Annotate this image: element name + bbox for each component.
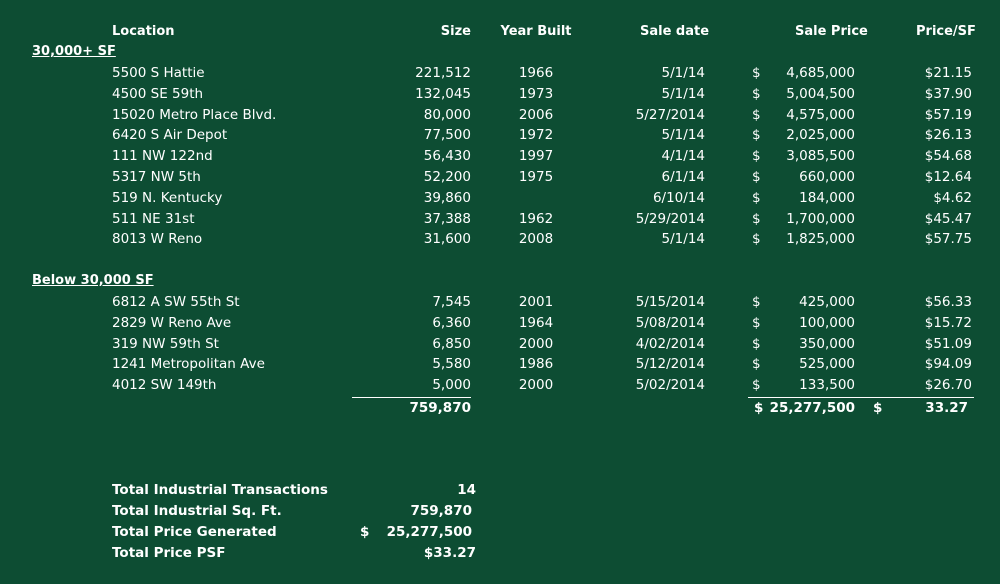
header-sale-date: Sale date bbox=[640, 24, 710, 39]
cell-sale-date: 5/02/2014 bbox=[635, 377, 705, 394]
summary-transactions-label: Total Industrial Transactions bbox=[112, 482, 328, 498]
cell-location: 6420 S Air Depot bbox=[112, 127, 228, 144]
table-row bbox=[0, 231, 1000, 252]
cell-dollar-sign: $ bbox=[752, 356, 761, 373]
header-year-built: Year Built bbox=[500, 24, 572, 39]
cell-price-per-sf: $94.09 bbox=[924, 356, 972, 373]
table-row bbox=[0, 336, 1000, 357]
cell-location: 1241 Metropolitan Ave bbox=[112, 356, 265, 373]
cell-dollar-sign: $ bbox=[752, 127, 761, 144]
section-title-large: 30,000+ SF bbox=[32, 44, 116, 59]
cell-size: 5,580 bbox=[432, 356, 471, 373]
table-row bbox=[0, 65, 1000, 86]
cell-size: 7,545 bbox=[432, 294, 471, 310]
cell-location: 4012 SW 149th bbox=[112, 377, 217, 394]
cell-size: 132,045 bbox=[415, 85, 471, 102]
cell-sale-date: 5/1/14 bbox=[661, 85, 705, 102]
cell-size: 52,200 bbox=[423, 169, 471, 185]
cell-price-per-sf: $54.68 bbox=[924, 148, 972, 165]
cell-size: 6,850 bbox=[432, 335, 471, 352]
cell-location: 5500 S Hattie bbox=[112, 65, 205, 81]
summary-price-generated-label: Total Price Generated bbox=[112, 524, 277, 540]
cell-dollar-sign: $ bbox=[752, 169, 761, 185]
table-row bbox=[0, 294, 1000, 315]
table-row bbox=[0, 148, 1000, 169]
cell-year-built: 2000 bbox=[518, 377, 554, 394]
cell-size: 31,600 bbox=[423, 231, 471, 248]
cell-location: 319 NW 59th St bbox=[112, 335, 219, 352]
cell-dollar-sign: $ bbox=[752, 377, 761, 394]
cell-sale-price: 3,085,500 bbox=[786, 148, 855, 165]
summary-price-psf-label: Total Price PSF bbox=[112, 545, 226, 561]
cell-sale-price: 660,000 bbox=[799, 169, 855, 185]
cell-sale-date: 5/1/14 bbox=[661, 65, 705, 81]
cell-price-per-sf: $37.90 bbox=[924, 85, 972, 102]
cell-sale-price: 1,825,000 bbox=[786, 231, 855, 248]
table-row bbox=[0, 190, 1000, 211]
total-size: 759,870 bbox=[409, 400, 471, 416]
cell-dollar-sign: $ bbox=[752, 148, 761, 165]
cell-year-built: 1997 bbox=[518, 148, 554, 165]
table-row bbox=[0, 315, 1000, 336]
cell-dollar-sign: $ bbox=[752, 335, 761, 352]
cell-year-built: 2001 bbox=[518, 294, 554, 310]
total-psf: 33.27 bbox=[925, 400, 968, 416]
cell-location: 8013 W Reno bbox=[112, 231, 203, 248]
cell-year-built: 1973 bbox=[518, 85, 554, 102]
price-total-rule bbox=[748, 397, 974, 398]
cell-sale-date: 5/27/2014 bbox=[635, 106, 705, 123]
cell-sale-price: 4,575,000 bbox=[786, 106, 855, 123]
cell-price-per-sf: $57.75 bbox=[924, 231, 972, 248]
cell-sale-date: 5/29/2014 bbox=[635, 210, 705, 227]
summary-transactions-value: 14 bbox=[457, 482, 476, 498]
cell-sale-date: 5/08/2014 bbox=[635, 314, 705, 331]
cell-location: 519 N. Kentucky bbox=[112, 189, 223, 206]
cell-price-per-sf: $26.70 bbox=[924, 377, 972, 394]
header-size: Size bbox=[440, 24, 471, 39]
cell-sale-date: 6/1/14 bbox=[661, 169, 705, 185]
table-row bbox=[0, 356, 1000, 377]
cell-sale-price: 184,000 bbox=[799, 189, 855, 206]
table-row bbox=[0, 86, 1000, 107]
table-row bbox=[0, 211, 1000, 232]
cell-location: 5317 NW 5th bbox=[112, 169, 201, 185]
cell-year-built: 1964 bbox=[518, 314, 554, 331]
table-row bbox=[0, 377, 1000, 398]
cell-sale-price: 425,000 bbox=[799, 294, 855, 310]
cell-size: 221,512 bbox=[415, 65, 471, 81]
table-row bbox=[0, 169, 1000, 190]
cell-price-per-sf: $4.62 bbox=[933, 189, 972, 206]
cell-dollar-sign: $ bbox=[752, 189, 761, 206]
cell-year-built: 1972 bbox=[518, 127, 554, 144]
cell-location: 15020 Metro Place Blvd. bbox=[112, 106, 277, 123]
cell-size: 5,000 bbox=[432, 377, 471, 394]
cell-year-built: 1975 bbox=[518, 169, 554, 185]
cell-sale-date: 4/1/14 bbox=[661, 148, 705, 165]
cell-location: 4500 SE 59th bbox=[112, 85, 204, 102]
cell-location: 6812 A SW 55th St bbox=[112, 294, 240, 310]
cell-size: 39,860 bbox=[423, 189, 471, 206]
cell-dollar-sign: $ bbox=[752, 210, 761, 227]
cell-year-built: 1966 bbox=[518, 65, 554, 81]
cell-dollar-sign: $ bbox=[752, 106, 761, 123]
cell-sale-price: 100,000 bbox=[799, 314, 855, 331]
cell-dollar-sign: $ bbox=[752, 65, 761, 81]
summary-price-psf-value: $33.27 bbox=[423, 545, 476, 561]
total-price: 25,277,500 bbox=[769, 400, 855, 416]
summary-price-generated-value: 25,277,500 bbox=[386, 524, 472, 540]
header-location: Location bbox=[112, 24, 175, 39]
cell-sale-price: 525,000 bbox=[799, 356, 855, 373]
cell-sale-price: 5,004,500 bbox=[786, 85, 855, 102]
cell-sale-date: 4/02/2014 bbox=[635, 335, 705, 352]
total-psf-dollar: $ bbox=[873, 400, 883, 416]
cell-price-per-sf: $51.09 bbox=[924, 335, 972, 352]
cell-location: 2829 W Reno Ave bbox=[112, 314, 232, 331]
cell-price-per-sf: $57.19 bbox=[924, 106, 972, 123]
cell-dollar-sign: $ bbox=[752, 85, 761, 102]
cell-location: 511 NE 31st bbox=[112, 210, 195, 227]
cell-sale-price: 133,500 bbox=[799, 377, 855, 394]
cell-sale-date: 5/1/14 bbox=[661, 127, 705, 144]
cell-price-per-sf: $56.33 bbox=[924, 294, 972, 310]
cell-size: 6,360 bbox=[432, 314, 471, 331]
total-price-dollar: $ bbox=[754, 400, 764, 416]
summary-sqft-value: 759,870 bbox=[410, 503, 472, 519]
section-title-small: Below 30,000 SF bbox=[32, 273, 154, 288]
cell-price-per-sf: $26.13 bbox=[924, 127, 972, 144]
cell-size: 80,000 bbox=[423, 106, 471, 123]
cell-sale-price: 1,700,000 bbox=[786, 210, 855, 227]
summary-price-generated-dollar: $ bbox=[360, 524, 370, 540]
cell-sale-price: 350,000 bbox=[799, 335, 855, 352]
header-price-per-sf: Price/SF bbox=[916, 24, 976, 39]
cell-dollar-sign: $ bbox=[752, 314, 761, 331]
cell-dollar-sign: $ bbox=[752, 294, 761, 310]
cell-location: 111 NW 122nd bbox=[112, 148, 213, 165]
summary-sqft-label: Total Industrial Sq. Ft. bbox=[112, 503, 282, 519]
cell-sale-date: 5/15/2014 bbox=[635, 294, 705, 310]
cell-price-per-sf: $45.47 bbox=[924, 210, 972, 227]
cell-year-built: 2008 bbox=[518, 231, 554, 248]
cell-year-built: 1986 bbox=[518, 356, 554, 373]
cell-price-per-sf: $15.72 bbox=[924, 314, 972, 331]
cell-sale-date: 5/12/2014 bbox=[635, 356, 705, 373]
cell-price-per-sf: $12.64 bbox=[924, 169, 972, 185]
table-row bbox=[0, 107, 1000, 128]
cell-size: 77,500 bbox=[423, 127, 471, 144]
cell-price-per-sf: $21.15 bbox=[924, 65, 972, 81]
cell-size: 56,430 bbox=[423, 148, 471, 165]
cell-size: 37,388 bbox=[423, 210, 471, 227]
cell-sale-price: 2,025,000 bbox=[786, 127, 855, 144]
cell-year-built: 2000 bbox=[518, 335, 554, 352]
cell-sale-price: 4,685,000 bbox=[786, 65, 855, 81]
cell-year-built: 2006 bbox=[518, 106, 554, 123]
cell-dollar-sign: $ bbox=[752, 231, 761, 248]
cell-sale-date: 5/1/14 bbox=[661, 231, 705, 248]
size-total-rule bbox=[352, 397, 471, 398]
cell-sale-date: 6/10/14 bbox=[652, 189, 705, 206]
header-sale-price: Sale Price bbox=[795, 24, 868, 39]
cell-year-built: 1962 bbox=[518, 210, 554, 227]
table-row bbox=[0, 127, 1000, 148]
